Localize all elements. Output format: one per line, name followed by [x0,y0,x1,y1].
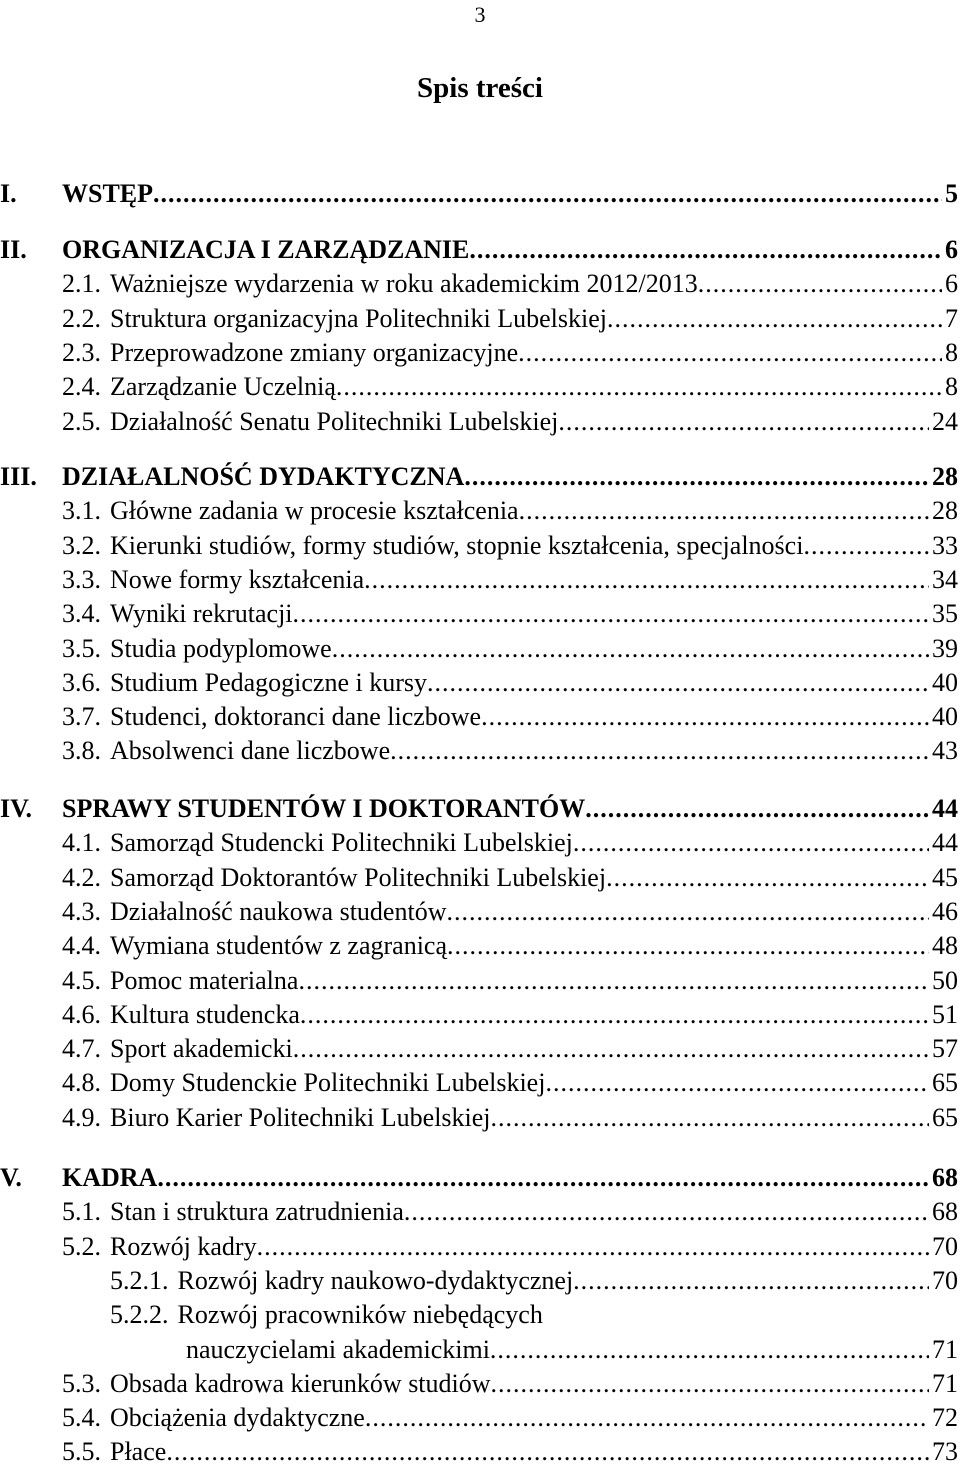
dot-leader [293,597,929,631]
toc-subsection-row-first-line[interactable] [110,1298,958,1332]
toc-section-row[interactable] [62,1230,958,1264]
section-number: 5.2. [62,1231,101,1261]
section-label: Ważniejsze wydarzenia w roku akademickim 2012/2013 [110,269,698,299]
dot-leader [447,929,929,963]
toc-chapter-row[interactable] [0,1161,958,1195]
section-label: Rozwój kadry naukowo-dydaktycznej [177,1265,574,1295]
section-number: 4.6. [62,999,101,1029]
toc-section-row[interactable] [62,895,958,929]
section-title [62,1401,365,1435]
section-label: Kultura studencka [110,999,300,1029]
section-title [62,405,558,439]
toc-section-row[interactable] [62,632,958,666]
section-page-number: 72 [932,1403,958,1433]
section-number: 2.1. [62,269,101,299]
dot-leader [365,1401,929,1435]
chapter-title: SPRAWY STUDENTÓW I DOKTORANTÓW [62,794,586,823]
chapter-title: ORGANIZACJA I ZARZĄDZANIE [62,235,470,264]
dot-leader [481,700,929,734]
section-title [62,1367,491,1401]
section-number: 3.6. [62,667,101,697]
section-title [62,267,698,301]
section-label: Płace [110,1437,167,1467]
section-title [62,1032,293,1066]
toc-chapter-row[interactable] [0,233,958,267]
section-number: 3.3. [62,564,101,594]
toc-title: Spis treści [417,72,543,104]
section-number: 4.2. [62,862,101,892]
section-label: Nowe formy kształcenia [110,564,365,594]
dot-leader [300,998,929,1032]
section-page-number: 48 [932,931,958,961]
section-number: 2.3. [62,337,101,367]
section-number: 2.5. [62,406,101,436]
section-label: Samorząd Doktorantów Politechniki Lubelskiej [110,862,607,892]
section-label: Rozwój pracowników niebędących [177,1300,543,1330]
section-page-number: 8 [945,337,958,367]
toc-chapter-row[interactable] [0,460,958,494]
section-title [62,370,336,404]
dot-leader [698,267,942,301]
section-label: Biuro Karier Politechniki Lubelskiej [110,1102,491,1132]
section-number: 4.7. [62,1034,101,1064]
chapter-page-number: 5 [945,179,958,208]
chapter-page-number: 44 [932,794,958,823]
chapter-roman-numeral: I. [0,179,17,208]
section-label: Studenci, doktoranci dane liczbowe [110,702,482,732]
section-page-number: 71 [932,1334,958,1364]
section-page-number: 40 [932,702,958,732]
chapter-page-number: 68 [932,1163,958,1192]
toc-section-row[interactable] [62,494,958,528]
chapter-title: WSTĘP [62,179,154,208]
chapter-title: KADRA [62,1163,158,1192]
dot-leader [545,1066,929,1100]
section-number: 5.5. [62,1437,101,1467]
section-page-number: 33 [932,530,958,560]
section-number: 3.7. [62,702,101,732]
chapter-roman-numeral: IV. [0,794,33,823]
section-number: 4.4. [62,931,101,961]
section-page-number: 28 [932,496,958,526]
section-title [62,632,332,666]
section-page-number: 68 [932,1197,958,1227]
section-label: Domy Studenckie Politechniki Lubelskiej [110,1068,546,1098]
section-label: Główne zadania w procesie kształcenia [110,496,519,526]
section-title [62,529,803,563]
section-page-number: 6 [945,269,958,299]
dot-leader [518,336,942,370]
toc-section-row[interactable] [62,1195,958,1229]
dot-leader [157,1161,929,1195]
dot-leader [153,177,942,211]
toc-subsection-row[interactable] [186,1333,958,1367]
section-title [110,1298,543,1332]
dot-leader [491,1367,929,1401]
chapter-page-number: 28 [932,462,958,491]
section-page-number: 45 [932,862,958,892]
toc-section-row[interactable] [62,563,958,597]
section-title [62,734,390,768]
section-number: 4.8. [62,1068,101,1098]
section-label: Zarządzanie Uczelnią [110,372,336,402]
toc-section-row[interactable] [62,666,958,700]
dot-leader [558,405,929,439]
section-label: Działalność naukowa studentów [110,896,447,926]
section-page-number: 73 [932,1437,958,1467]
section-title [62,1101,491,1135]
section-label: Stan i struktura zatrudnienia [110,1197,404,1227]
dot-leader [464,460,929,494]
section-label: Przeprowadzone zmiany organizacyjne [110,337,519,367]
dot-leader [519,494,929,528]
dot-leader [803,529,929,563]
dot-leader [446,895,929,929]
section-number: 3.8. [62,736,101,766]
section-title [62,929,447,963]
dot-leader [607,302,942,336]
dot-leader [298,964,929,998]
section-label: Działalność Senatu Politechniki Lubelskiej [110,406,559,436]
section-title [62,563,364,597]
dot-leader [469,233,942,267]
section-number: 4.5. [62,965,101,995]
section-number: 5.2.1. [110,1265,169,1295]
toc-section-row[interactable] [62,1066,958,1100]
toc-section-row[interactable] [62,1367,958,1401]
section-title [62,826,573,860]
toc-section-row[interactable] [62,998,958,1032]
toc-section-row[interactable] [62,964,958,998]
toc-section-row[interactable] [62,861,958,895]
section-label: Wyniki rekrutacji [110,599,293,629]
section-number: 5.3. [62,1368,101,1398]
chapter-title: DZIAŁALNOŚĆ DYDAKTYCZNA [62,462,465,491]
section-number: 4.9. [62,1102,101,1132]
toc-chapter-row[interactable] [0,792,958,826]
page-number: 3 [474,2,486,27]
section-page-number: 39 [932,633,958,663]
dot-leader [293,1032,929,1066]
section-page-number: 51 [932,999,958,1029]
section-number: 4.3. [62,896,101,926]
section-label: Pomoc materialna [110,965,299,995]
dot-leader [427,666,929,700]
section-title [62,964,298,998]
dot-leader [336,370,942,404]
toc-chapter-row[interactable] [0,177,958,211]
section-number: 5.2.2. [110,1300,169,1330]
section-label: Studia podyplomowe [110,633,332,663]
section-number: 3.4. [62,599,101,629]
chapter-page-number: 6 [945,235,958,264]
section-title [62,666,427,700]
section-label: Obciążenia dydaktyczne [110,1403,365,1433]
section-number: 3.2. [62,530,101,560]
section-title [110,1264,573,1298]
toc-section-row[interactable] [62,405,958,439]
toc-section-row[interactable] [62,302,958,336]
section-page-number: 50 [932,965,958,995]
section-label-continued: nauczycielami akademickimi [186,1334,490,1364]
dot-leader [491,1101,929,1135]
section-number: 2.2. [62,303,101,333]
section-page-number: 40 [932,667,958,697]
section-page-number: 65 [932,1068,958,1098]
chapter-roman-numeral: V. [0,1163,22,1192]
toc-section-row[interactable] [62,370,958,404]
toc-section-row[interactable] [62,336,958,370]
section-page-number: 43 [932,736,958,766]
chapter-roman-numeral: III. [0,462,37,491]
section-number: 5.1. [62,1197,101,1227]
section-label: Wymiana studentów z zagranicą [110,931,448,961]
section-number: 3.1. [62,496,101,526]
toc-section-row[interactable] [62,1101,958,1135]
dot-leader [404,1195,929,1229]
toc-section-row[interactable] [62,597,958,631]
section-title [62,494,519,528]
chapter-roman-numeral: II. [0,235,27,264]
dot-leader [390,734,929,768]
toc-section-row[interactable] [62,267,958,301]
section-title [62,1066,545,1100]
section-page-number: 35 [932,599,958,629]
section-page-number: 44 [932,828,958,858]
toc-section-row[interactable] [62,826,958,860]
section-page-number: 71 [932,1368,958,1398]
toc-section-row[interactable] [62,734,958,768]
dot-leader [606,861,929,895]
section-title [62,895,446,929]
section-title [62,998,300,1032]
toc-section-row[interactable] [62,929,958,963]
section-page-number: 8 [945,372,958,402]
section-page-number: 65 [932,1102,958,1132]
section-page-number: 24 [932,406,958,436]
section-title [62,1230,257,1264]
toc-section-row[interactable] [62,1032,958,1066]
section-page-number: 70 [932,1265,958,1295]
toc-section-row[interactable] [62,1401,958,1435]
section-label: Samorząd Studencki Politechniki Lubelskiej [110,828,573,858]
section-title [62,700,481,734]
section-page-number: 70 [932,1231,958,1261]
section-page-number: 57 [932,1034,958,1064]
toc-section-row[interactable] [62,529,958,563]
section-label: Struktura organizacyjna Politechniki Lubelskiej [110,303,608,333]
section-label: Absolwenci dane liczbowe [110,736,391,766]
section-number: 3.5. [62,633,101,663]
section-label: Studium Pedagogiczne i kursy [110,667,428,697]
section-label: Sport akademicki [110,1034,293,1064]
section-page-number: 7 [945,303,958,333]
section-page-number: 46 [932,896,958,926]
section-title [62,336,518,370]
section-label: Kierunki studiów, formy studiów, stopnie kształcenia, specjalności [110,530,804,560]
section-number: 4.1. [62,828,101,858]
dot-leader [585,792,929,826]
dot-leader [573,826,929,860]
section-title [62,861,606,895]
toc-section-row[interactable] [62,700,958,734]
section-title [62,1195,404,1229]
toc-subsection-row[interactable] [110,1264,958,1298]
section-title [62,597,293,631]
dot-leader [257,1230,929,1264]
section-page-number: 34 [932,564,958,594]
dot-leader [364,563,929,597]
dot-leader [573,1264,929,1298]
dot-leader [332,632,929,666]
section-title [62,302,607,336]
section-number: 5.4. [62,1403,101,1433]
section-label: Rozwój kadry [110,1231,257,1261]
section-label: Obsada kadrowa kierunków studiów [110,1368,491,1398]
section-number: 2.4. [62,372,101,402]
dot-leader [490,1333,929,1367]
